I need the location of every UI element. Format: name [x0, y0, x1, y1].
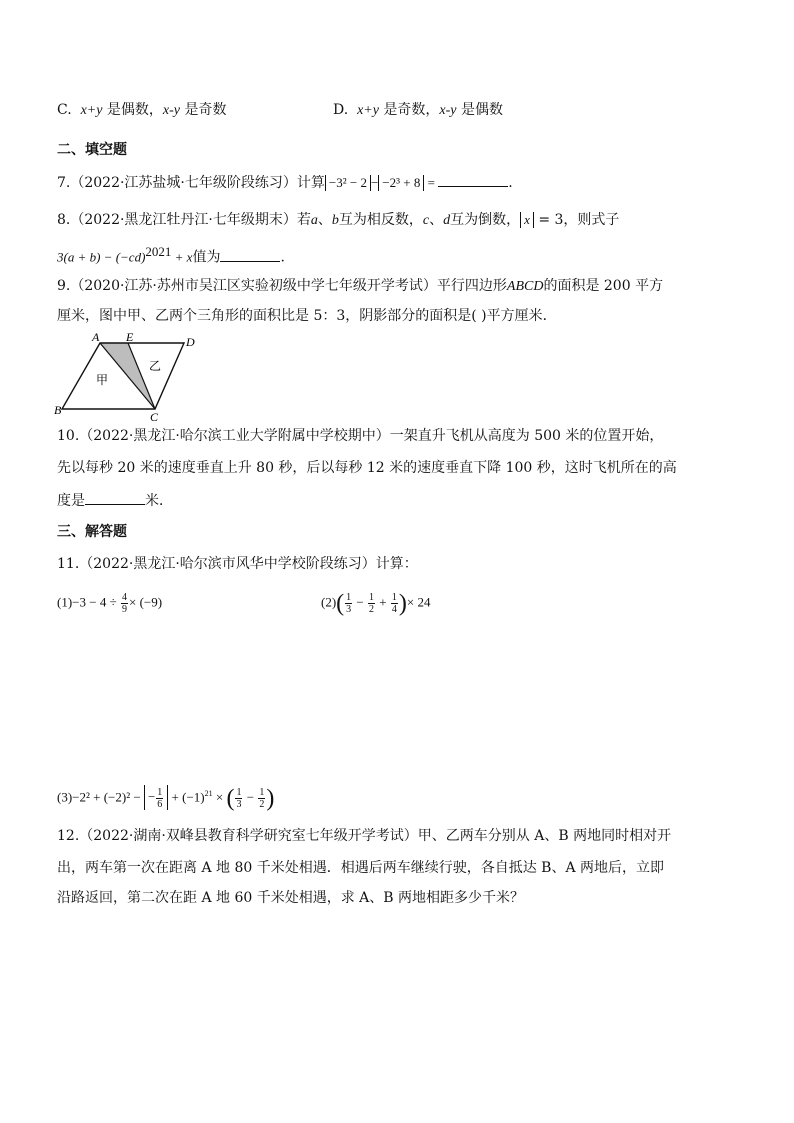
question-7: 7.（2022·江苏盐城·七年级阶段练习）计算 −3² − 2 − −2³ + 8 = .: [57, 172, 513, 193]
q6-option-c: C. x+y 是偶数，x-y 是奇数: [57, 102, 227, 118]
q11-part-1: (1)−3 − 4 ÷ $\frac{4}{9}$ × (−9): [57, 592, 163, 615]
question-11-title: 11.（2022·黑龙江·哈尔滨市风华中学校阶段练习）计算：: [57, 556, 418, 572]
question-10-line-1: 10.（2022·黑龙江·哈尔滨工业大学附属中学校期中）一架直升飞机从高度为 500 米的位置开始，: [57, 428, 664, 444]
q7-answer-blank[interactable]: [438, 172, 508, 187]
q7-abs-b: −2³ + 8: [378, 175, 424, 191]
section-heading-fill-in: 二、填空题: [57, 142, 127, 158]
q11-part-2: (2)( $\frac{1}{3}$ − $\frac{1}{2}$ + $\frac{1}{4}$ )× 24: [321, 590, 431, 617]
label-d: D: [186, 335, 195, 349]
q8-abs-x: x: [520, 212, 534, 228]
q11-p3-abs: − $\frac{1}{6}$: [144, 785, 168, 810]
label-b: B: [54, 403, 62, 417]
question-10-line-3: 度是 米．: [57, 490, 173, 511]
label-jia: 甲: [96, 373, 109, 387]
label-yi: 乙: [149, 359, 162, 373]
section-heading-solve: 三、解答题: [57, 524, 127, 540]
label-c: C: [150, 410, 159, 422]
question-12-line-1: 12.（2022·湖南·双峰县教育科学研究室七年级开学考试）甲、乙两车分别从 A、B 两地同时相对开: [57, 828, 672, 844]
q8-answer-blank[interactable]: [220, 247, 280, 262]
q11-p1-fraction: $\frac{4}{9}$: [121, 592, 127, 615]
question-9-line-1: 9.（2020·江苏·苏州市吴江区实验初级中学七年级开学考试）平行四边形ABCD的面积是 200 平方: [57, 278, 664, 294]
label-a: A: [92, 330, 100, 344]
q6-option-d: D. x+y 是奇数，x-y 是偶数: [333, 102, 503, 118]
question-12-line-3: 沿路返回，第二次在距 A 地 60 千米处相遇，求 A、B 两地相距多少千米？: [57, 890, 525, 906]
question-10-line-2: 先以每秒 20 米的速度垂直上升 80 秒，后以每秒 12 米的速度垂直下降 100 秒，这时飞机所在的高: [57, 460, 677, 476]
q11-part-3: (3)−2² + (−2)² − − $\frac{1}{6}$ + $(-1)^{21}$ × ( $\frac{1}{3}$ − $\frac{1}{2}$ ): [57, 785, 275, 812]
question-9-line-2: 厘米，图中甲、乙两个三角形的面积比是 5：3，阴影部分的面积是( )平方厘米．: [57, 308, 557, 324]
q7-abs-a: −3² − 2: [325, 175, 371, 191]
q10-answer-blank[interactable]: [85, 490, 145, 505]
label-e: E: [126, 330, 134, 344]
question-8-line-2: $3(a + b) - (-cd)^{2021} + x$值为 .: [57, 244, 285, 266]
question-12-line-2: 出，两车第一次在距离 A 地 80 千米处相遇．相遇后两车继续行驶，各自抵达 B、A 两地后，立即: [57, 860, 665, 876]
parallelogram-figure: [54, 330, 214, 422]
question-8-line-1: 8.（2022·黑龙江牡丹江·七年级期末）若a、b互为相反数，c、d互为倒数， x = 3，则式子: [57, 212, 620, 228]
